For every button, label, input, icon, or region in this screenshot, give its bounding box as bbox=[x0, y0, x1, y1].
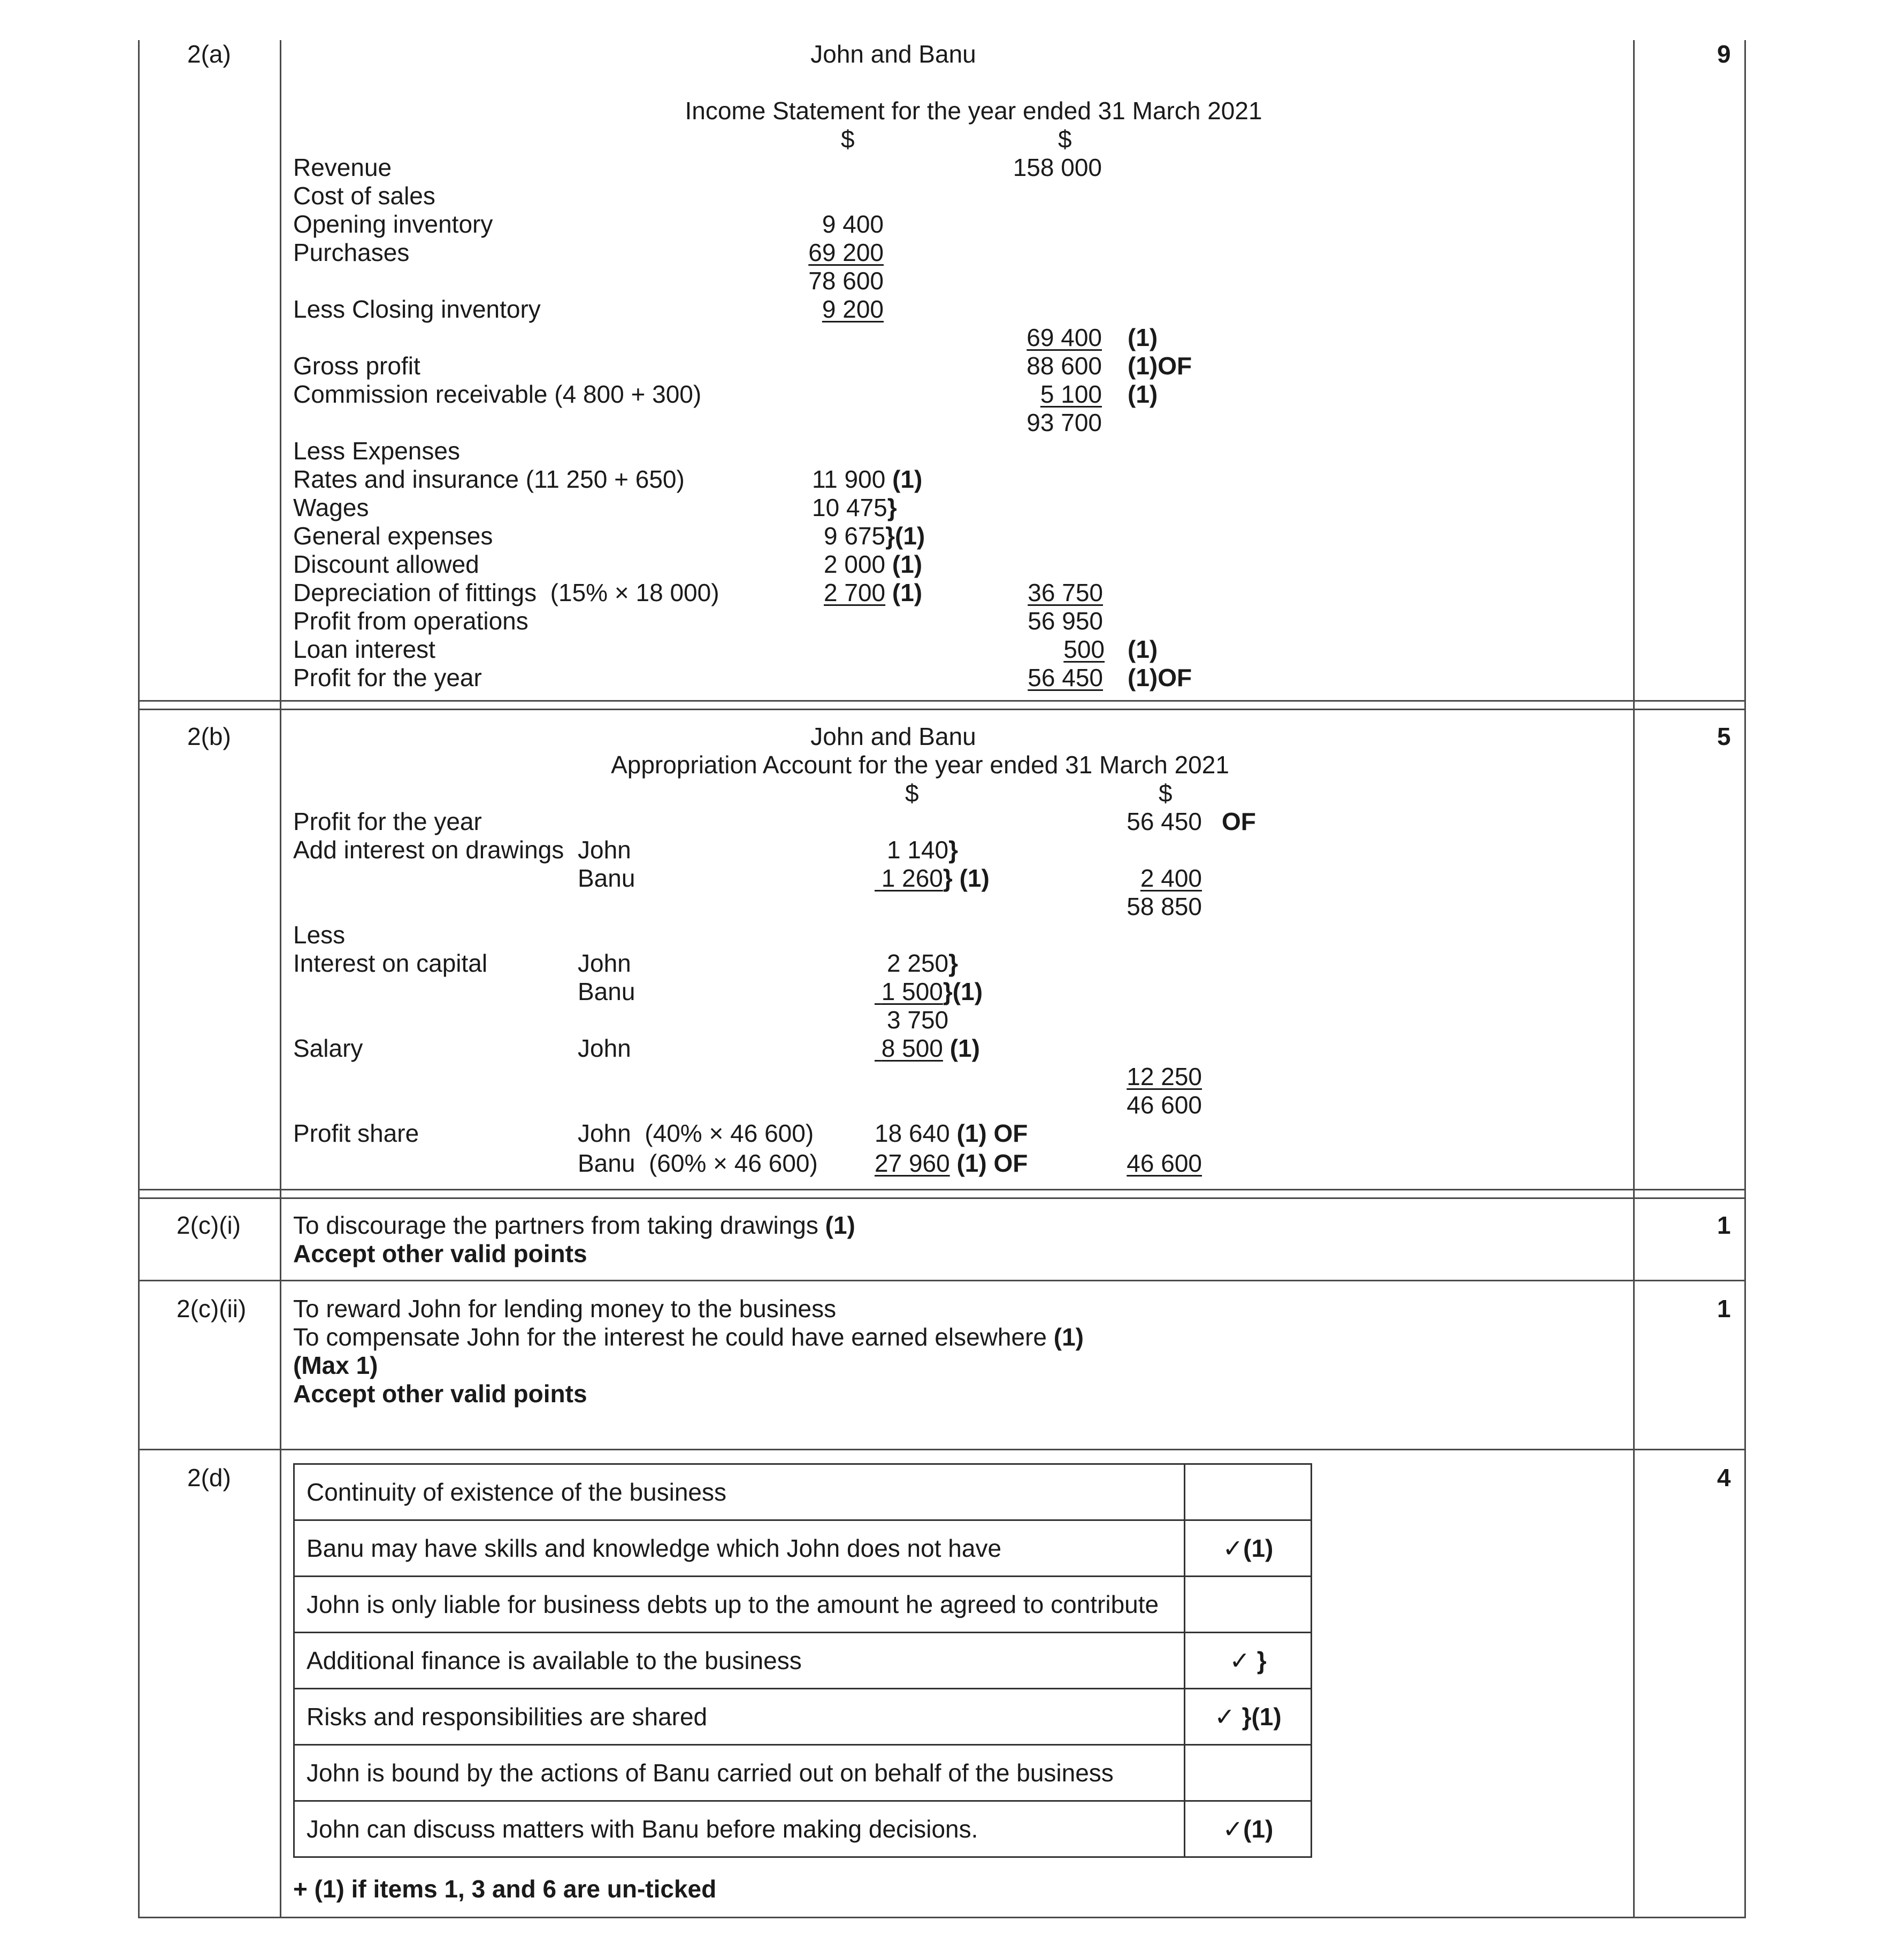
mark-annotation: } bbox=[948, 836, 959, 864]
examiner-note: Accept other valid points bbox=[293, 1380, 587, 1408]
amount: 1 140 bbox=[887, 836, 949, 864]
rates-label: Rates and insurance (11 250 + 650) bbox=[293, 465, 685, 493]
drawings-interest-total: 2 400 bbox=[1140, 864, 1202, 892]
gross-profit-value: 88 600 bbox=[1026, 352, 1102, 380]
profit-operations-value: 56 950 bbox=[1028, 607, 1103, 635]
mark-annotation: (1) bbox=[1128, 324, 1158, 351]
statement-cell: John can discuss matters with Banu before making decisions. bbox=[294, 1801, 1185, 1857]
loan-interest-label: Loan interest bbox=[293, 635, 435, 663]
tick-cell: ✓ } bbox=[1185, 1633, 1312, 1689]
general-expenses-value bbox=[824, 521, 925, 550]
mark-annotation: (1) bbox=[1128, 635, 1158, 663]
tick-cell: ✓ }(1) bbox=[1185, 1689, 1312, 1745]
statement-subtitle: Income Statement for the year ended 31 March 2021 bbox=[685, 97, 1262, 125]
answer-line: To compensate John for the interest he could have earned elsewhere (1) bbox=[293, 1323, 1084, 1351]
expense-amount: 9 675 bbox=[824, 522, 886, 550]
tick-cell bbox=[1185, 1464, 1312, 1520]
salary-label: Salary bbox=[293, 1034, 363, 1062]
loan-interest-value: 500 bbox=[1063, 635, 1105, 663]
table-row bbox=[294, 1577, 1312, 1633]
mark-annotation: (1)OF bbox=[1128, 664, 1192, 691]
gross-profit-label: Gross profit bbox=[293, 352, 420, 380]
partner-name-john: John bbox=[578, 949, 631, 977]
purchases-value: 69 200 bbox=[808, 239, 884, 266]
profit-share-label: Profit share bbox=[293, 1119, 419, 1147]
statement-title: John and Banu bbox=[810, 722, 976, 750]
row-divider bbox=[138, 1197, 1746, 1199]
profit-operations-label: Profit from operations bbox=[293, 607, 528, 635]
row-divider bbox=[138, 700, 1746, 702]
mark-annotation: (1)OF bbox=[1128, 352, 1192, 380]
capital-interest-total: 3 750 bbox=[887, 1006, 949, 1034]
mark-annotation: } bbox=[887, 494, 897, 521]
table-row bbox=[294, 1464, 1312, 1520]
rates-value bbox=[812, 465, 922, 494]
amount: 2 250 bbox=[887, 949, 949, 977]
tick-cell bbox=[1185, 1577, 1312, 1633]
statement-title: John and Banu bbox=[810, 40, 976, 68]
expense-amount: 2 000 bbox=[824, 550, 886, 578]
depreciation-value bbox=[824, 578, 922, 607]
total-expenses-value: 36 750 bbox=[1028, 579, 1103, 606]
profit-share-banu-value bbox=[875, 1149, 1028, 1178]
marks-value: 5 bbox=[1717, 722, 1731, 750]
bottom-border bbox=[138, 1917, 1746, 1918]
mark-annotation: (1) bbox=[1053, 1323, 1084, 1351]
expense-amount: 2 700 bbox=[824, 579, 886, 606]
table-row bbox=[294, 1633, 1312, 1689]
partner-name-john: John bbox=[578, 836, 631, 864]
tick-cell bbox=[1185, 1745, 1312, 1801]
salary-value bbox=[875, 1034, 980, 1063]
profit-year-label: Profit for the year bbox=[293, 664, 482, 691]
examiner-note: Accept other valid points bbox=[293, 1240, 587, 1267]
statement-cell: John is only liable for business debts up to the amount he agreed to contribute bbox=[294, 1577, 1185, 1633]
cost-of-sales-value: 69 400 bbox=[1026, 324, 1102, 351]
partner-name-banu: Banu bbox=[578, 864, 635, 892]
statement-cell: Additional finance is available to the business bbox=[294, 1633, 1185, 1689]
question-label: 2(a) bbox=[187, 40, 231, 68]
column-currency-header: $ bbox=[905, 779, 919, 807]
row-divider bbox=[138, 709, 1746, 710]
table-row bbox=[294, 1689, 1312, 1745]
opening-inventory-value: 9 400 bbox=[822, 210, 884, 238]
statement-subtitle: Appropriation Account for the year ended 31 March 2021 bbox=[611, 751, 1229, 779]
table-row bbox=[294, 1520, 1312, 1577]
wages-label: Wages bbox=[293, 494, 369, 521]
less-label: Less bbox=[293, 921, 346, 949]
mark-annotation: (1) bbox=[892, 579, 923, 606]
total-income-value: 93 700 bbox=[1026, 409, 1102, 436]
after-addition-value: 58 850 bbox=[1127, 893, 1202, 920]
expense-amount: 11 900 bbox=[812, 465, 886, 493]
question-label: 2(b) bbox=[187, 722, 231, 750]
column-currency-header: $ bbox=[841, 125, 855, 153]
mark-annotation: (1) bbox=[1128, 380, 1158, 408]
row-divider bbox=[138, 1449, 1746, 1450]
question-label: 2(c)(ii) bbox=[177, 1295, 247, 1323]
closing-inventory-value: 9 200 bbox=[822, 295, 884, 323]
marks-value: 1 bbox=[1717, 1211, 1731, 1239]
cost-of-sales-label: Cost of sales bbox=[293, 182, 435, 210]
mark-annotation: (1) OF bbox=[956, 1149, 1028, 1177]
statement-cell: Continuity of existence of the business bbox=[294, 1464, 1185, 1520]
goods-available-value: 78 600 bbox=[808, 267, 884, 295]
residual-profit-value: 46 600 bbox=[1127, 1091, 1202, 1119]
mark-annotation: }(1) bbox=[885, 522, 925, 550]
mark-annotation: }(1) bbox=[943, 978, 983, 1005]
profit-share-total: 46 600 bbox=[1127, 1149, 1202, 1177]
discount-label: Discount allowed bbox=[293, 550, 479, 578]
statement-cell: John is bound by the actions of Banu carried out on behalf of the business bbox=[294, 1745, 1185, 1801]
opening-inventory-label: Opening inventory bbox=[293, 210, 493, 238]
less-expenses-label: Less Expenses bbox=[293, 437, 460, 465]
total-deductions-value: 12 250 bbox=[1127, 1063, 1202, 1090]
tick-cell: ✓(1) bbox=[1185, 1520, 1312, 1577]
column-currency-header: $ bbox=[1058, 125, 1072, 153]
examiner-note: + (1) if items 1, 3 and 6 are un-ticked bbox=[293, 1875, 717, 1903]
commission-value: 5 100 bbox=[1040, 380, 1102, 408]
profit-share-john-value bbox=[875, 1119, 1028, 1148]
question-label: 2(d) bbox=[187, 1464, 231, 1492]
amount: 18 640 bbox=[875, 1119, 950, 1147]
answer-line: To discourage the partners from taking drawings (1) bbox=[293, 1211, 855, 1239]
general-expenses-label: General expenses bbox=[293, 522, 493, 550]
commission-label: Commission receivable (4 800 + 300) bbox=[293, 380, 702, 408]
label-column-border bbox=[280, 40, 281, 1918]
drawings-interest-banu bbox=[875, 864, 990, 893]
drawings-interest-john bbox=[887, 835, 958, 864]
depreciation-label: Depreciation of fittings (15% × 18 000) bbox=[293, 579, 719, 606]
discount-value bbox=[824, 550, 922, 579]
revenue-label: Revenue bbox=[293, 153, 392, 181]
mark-annotation: } bbox=[948, 949, 959, 977]
statement-cell: Banu may have skills and knowledge which John does not have bbox=[294, 1520, 1185, 1577]
left-border bbox=[138, 40, 140, 1918]
profit-year-label: Profit for the year bbox=[293, 808, 482, 835]
purchases-label: Purchases bbox=[293, 239, 410, 266]
profit-share-banu-desc: Banu (60% × 46 600) bbox=[578, 1149, 818, 1177]
amount: 27 960 bbox=[875, 1149, 950, 1177]
marks-value: 9 bbox=[1717, 40, 1731, 68]
column-currency-header: $ bbox=[1159, 779, 1173, 807]
profit-year-value: 56 450 bbox=[1028, 664, 1103, 691]
examiner-note: (Max 1) bbox=[293, 1351, 378, 1379]
row-divider bbox=[138, 1189, 1746, 1190]
capital-interest-john bbox=[887, 949, 958, 978]
profit-share-john-desc: John (40% × 46 600) bbox=[578, 1119, 814, 1147]
tick-cell: ✓(1) bbox=[1185, 1801, 1312, 1857]
amount: 1 500 bbox=[881, 978, 943, 1005]
profit-year-value: 56 450 bbox=[1127, 808, 1202, 835]
add-interest-label: Add interest on drawings bbox=[293, 836, 564, 864]
capital-interest-banu bbox=[875, 977, 983, 1006]
closing-inventory-label: Less Closing inventory bbox=[293, 295, 541, 323]
expense-amount: 10 475 bbox=[812, 494, 887, 521]
marks-column-border bbox=[1633, 40, 1635, 1918]
table-row bbox=[294, 1745, 1312, 1801]
revenue-value: 158 000 bbox=[1013, 153, 1102, 181]
statement-cell: Risks and responsibilities are shared bbox=[294, 1689, 1185, 1745]
mark-annotation: (1) OF bbox=[956, 1119, 1028, 1147]
amount: 1 260 bbox=[881, 864, 943, 892]
mark-annotation: (1) bbox=[892, 550, 923, 578]
mark-annotation: (1) bbox=[949, 1034, 980, 1062]
amount: 8 500 bbox=[881, 1034, 943, 1062]
partner-name-banu: Banu bbox=[578, 978, 635, 1005]
table-row bbox=[294, 1801, 1312, 1857]
wages-value bbox=[812, 493, 897, 522]
right-border bbox=[1744, 40, 1746, 1918]
advantages-table bbox=[293, 1463, 1312, 1858]
mark-annotation: } (1) bbox=[943, 864, 990, 892]
salary-partner: John bbox=[578, 1034, 631, 1062]
mark-annotation: OF bbox=[1222, 808, 1256, 835]
answer-line: To reward John for lending money to the business bbox=[293, 1295, 837, 1323]
mark-annotation: (1) bbox=[825, 1211, 855, 1239]
mark-annotation: (1) bbox=[892, 465, 923, 493]
row-divider bbox=[138, 1280, 1746, 1281]
marks-value: 1 bbox=[1717, 1295, 1731, 1323]
question-label: 2(c)(i) bbox=[177, 1211, 241, 1239]
interest-capital-label: Interest on capital bbox=[293, 949, 488, 977]
marks-value: 4 bbox=[1717, 1464, 1731, 1492]
